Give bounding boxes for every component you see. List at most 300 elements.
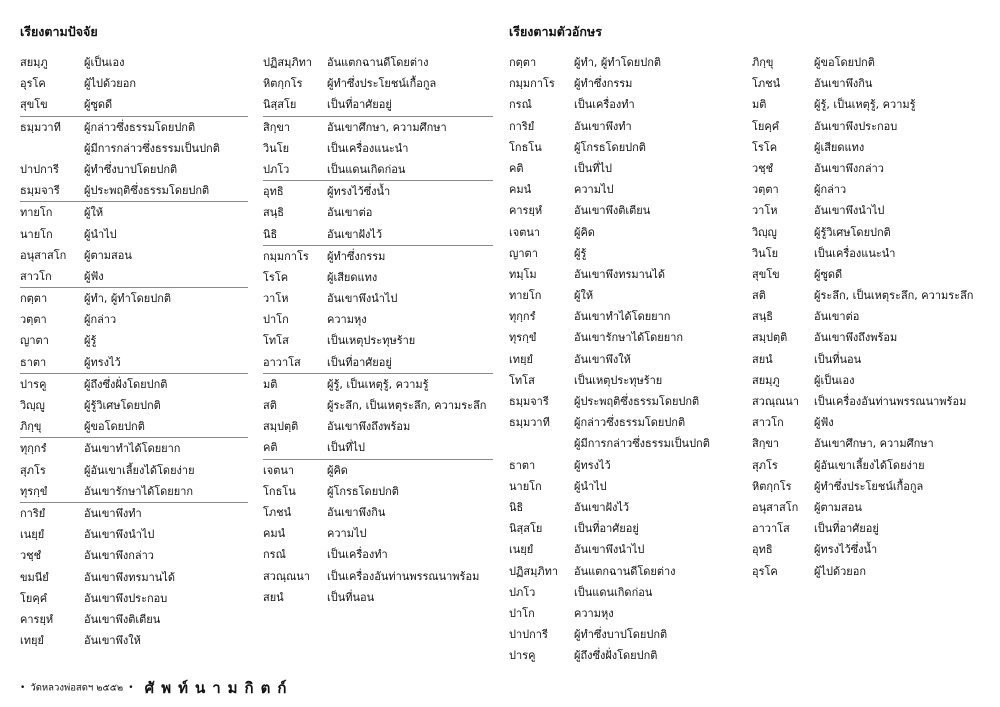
- pali-term: นิธิ: [509, 500, 524, 514]
- pali-term: วชฺชํ: [20, 549, 42, 563]
- pali-term: โทโส: [509, 373, 535, 387]
- thai-meaning: เป็นที่ไป: [574, 161, 613, 175]
- glossary-row: [509, 94, 739, 115]
- pali-term: เจตนา: [509, 225, 541, 239]
- glossary-row: [20, 287, 248, 309]
- pali-term: วตฺตา: [752, 183, 779, 197]
- thai-meaning: ผู้ระลึก, เป็นเหตุระลึก, ความระลึก: [327, 399, 487, 412]
- glossary-row: [752, 412, 987, 433]
- pali-term: ทุรกฺขํ: [20, 484, 48, 498]
- pali-term: กมฺมกาโร: [509, 77, 555, 91]
- bullet-icon: •: [128, 683, 134, 693]
- pali-term: สมฺปตฺติ: [752, 331, 788, 345]
- thai-meaning: เป็นเครื่องทำ: [574, 98, 635, 112]
- thai-meaning: ผู้ให้: [574, 289, 594, 303]
- footer-title: ศัพท์นามกิตก์: [144, 679, 294, 697]
- thai-meaning: อันเขาพึงทรมานได้: [84, 570, 175, 584]
- glossary-row: [509, 433, 739, 454]
- thai-meaning: ผู้ทรงไว้: [574, 458, 611, 472]
- glossary-row: [20, 138, 248, 159]
- pali-term: คติ: [263, 441, 278, 455]
- glossary-row: [509, 243, 739, 264]
- pali-term: นิสฺสโย: [509, 522, 543, 536]
- thai-meaning: ผู้รู้, เป็นเหตุรู้, ความรู้: [814, 98, 916, 112]
- thai-meaning: อันเขารักษาได้โดยยาก: [574, 331, 684, 345]
- pali-term: กมฺมกาโร: [263, 249, 309, 263]
- thai-meaning: อันเขาพึงนำไป: [84, 528, 155, 542]
- glossary-row: [752, 52, 987, 73]
- glossary-row: [752, 327, 987, 348]
- glossary-row: [752, 455, 987, 476]
- pali-term: อนุสาสโก: [752, 500, 799, 514]
- pali-term: กรณํ: [509, 98, 532, 112]
- glossary-row: [20, 545, 248, 566]
- glossary-row: [509, 137, 739, 158]
- pali-term: สนฺธิ: [752, 310, 773, 324]
- pali-term: ทายโก: [20, 206, 53, 220]
- pali-term: สยนํ: [263, 590, 284, 604]
- glossary-row: [752, 179, 987, 200]
- pali-term: ปฏิสมฺภิทา: [263, 56, 313, 69]
- thai-meaning: อันเขารักษาได้โดยยาก: [84, 484, 194, 498]
- glossary-row: [509, 349, 739, 370]
- glossary-row: [20, 395, 248, 416]
- pali-term: นิสฺสโย: [263, 98, 297, 112]
- thai-meaning: เป็นเหตุประทุษร้าย: [327, 334, 416, 348]
- thai-meaning: เป็นเครื่องอันท่านพรรณนาพร้อม: [814, 395, 967, 408]
- pali-term: กตฺตา: [20, 292, 48, 306]
- pali-term: ปภโว: [509, 585, 536, 599]
- thai-meaning: อันเขาพึงติเตียน: [574, 204, 651, 218]
- glossary-row: [20, 94, 248, 115]
- thai-meaning: ผู้ถึงซึ่งฝั่งโดยปกติ: [574, 649, 658, 663]
- pali-term: ธมฺมวาที: [20, 120, 61, 134]
- thai-meaning: ความหุง: [574, 606, 614, 620]
- pali-term: โรโค: [263, 270, 289, 284]
- pali-term: วิญฺญู: [752, 225, 777, 239]
- pali-term: อุทธิ: [263, 185, 284, 199]
- pali-term: ปารคู: [20, 377, 47, 391]
- glossary-row: [20, 373, 248, 395]
- glossary-row: [509, 412, 739, 433]
- thai-meaning: ผู้อันเขาเลี้ยงได้โดยง่าย: [84, 463, 195, 477]
- pali-term: โยคฺคํ: [752, 119, 780, 133]
- pali-term: ปฏิสมฺภิทา: [509, 564, 559, 578]
- thai-meaning: ผู้ไปด้วยอก: [84, 77, 136, 91]
- thai-meaning: ผู้รู้: [574, 246, 587, 260]
- pali-term: คติ: [509, 161, 524, 175]
- pali-term: โภชนํ: [263, 505, 292, 519]
- glossary-row: [509, 455, 739, 476]
- thai-meaning: ผู้เป็นเอง: [84, 56, 125, 69]
- pali-term: ปาปการี: [509, 628, 548, 642]
- thai-meaning: อันเขาพึงประกอบ: [84, 591, 168, 605]
- thai-meaning: ผู้นำไป: [574, 479, 607, 493]
- glossary-row: [20, 266, 248, 287]
- glossary-row: [752, 497, 987, 518]
- pali-term: สุภโร: [752, 458, 778, 472]
- thai-meaning: ผู้ระลึก, เป็นเหตุระลึก, ความระลึก: [814, 289, 974, 303]
- thai-meaning: ผู้ขอโดยปกติ: [814, 56, 875, 69]
- glossary-row: [752, 539, 987, 560]
- thai-meaning: ผู้โกรธโดยปกติ: [327, 484, 399, 498]
- pali-term: นายโก: [20, 227, 53, 241]
- thai-meaning: ผู้กล่าว: [84, 313, 117, 327]
- pali-term: ทุรกฺขํ: [509, 331, 537, 345]
- thai-meaning: ผู้รู้วิเศษโดยปกติ: [84, 399, 161, 412]
- thai-meaning: อันเขาพึงกิน: [814, 77, 873, 91]
- glossary-row: [752, 306, 987, 327]
- factor-list-left: [20, 52, 248, 651]
- glossary-row: [263, 395, 493, 416]
- alphabetical-list-left: [509, 52, 739, 666]
- pali-term: วินโย: [752, 246, 779, 260]
- pali-term: โภชนํ: [752, 77, 781, 91]
- glossary-row: [752, 200, 987, 221]
- glossary-row: [509, 264, 739, 285]
- glossary-row: [752, 518, 987, 539]
- pali-term: อนุสาสโก: [20, 248, 67, 262]
- thai-meaning: ผู้ทำซึ่งบาปโดยปกติ: [84, 162, 178, 176]
- thai-meaning: ผู้ทำซึ่งบาปโดยปกติ: [574, 628, 668, 642]
- thai-meaning: อันเขาพึงกล่าว: [814, 161, 884, 175]
- glossary-row: [20, 460, 248, 481]
- thai-meaning: อันเขาต่อ: [327, 206, 373, 220]
- glossary-row: [263, 94, 493, 115]
- footer-publisher: วัดหลวงพ่อสดฯ ๒๕๕๒: [30, 682, 124, 694]
- pali-term: การิยํ: [509, 119, 535, 133]
- glossary-row: [20, 201, 248, 223]
- thai-meaning: ผู้คิด: [574, 225, 595, 239]
- thai-meaning: ผู้ซูดดี: [84, 98, 113, 112]
- glossary-row: [20, 52, 248, 73]
- glossary-row: [752, 94, 987, 115]
- pali-term: ทุกฺกรํ: [509, 310, 536, 324]
- glossary-row: [20, 609, 248, 630]
- pali-term: สนฺธิ: [263, 206, 284, 220]
- glossary-row: [752, 73, 987, 94]
- pali-term: ธมฺมวาที: [509, 416, 550, 430]
- thai-meaning: เป็นเครื่องแนะนำ: [327, 141, 409, 155]
- pali-term: ปาโก: [263, 313, 289, 327]
- pali-term: ธาตา: [20, 355, 47, 369]
- thai-meaning: ผู้ไปด้วยอก: [814, 564, 866, 578]
- pali-term: ทายโก: [509, 289, 542, 303]
- pali-term: โยคฺคํ: [20, 591, 48, 605]
- glossary-row: [509, 116, 739, 137]
- glossary-row: [263, 502, 493, 523]
- thai-meaning: ผู้ทำ, ผู้ทำโดยปกติ: [84, 292, 172, 306]
- pali-term: โกธโน: [263, 484, 296, 498]
- pali-term: เทยฺยํ: [20, 634, 44, 648]
- glossary-row: [263, 180, 493, 202]
- pali-term: ปารคู: [509, 649, 536, 663]
- thai-meaning: อันเขาพึงให้: [84, 634, 141, 648]
- pali-term: ภิกฺขุ: [752, 56, 774, 69]
- thai-meaning: ผู้ทำซึ่งประโยชน์เกื้อกูล: [327, 77, 437, 91]
- pali-term: เนยฺยํ: [509, 543, 534, 557]
- pali-term: อุทธิ: [752, 543, 773, 557]
- thai-meaning: ผู้ประพฤติซึ่งธรรมโดยปกติ: [84, 184, 210, 198]
- thai-meaning: เป็นที่ไป: [327, 441, 366, 455]
- thai-meaning: อันเขาพึงถึงพร้อม: [327, 420, 411, 434]
- pali-term: โรโค: [752, 140, 778, 154]
- bullet-icon: •: [20, 683, 26, 693]
- glossary-row: [752, 264, 987, 285]
- pali-term: ทุกฺกรํ: [20, 442, 47, 456]
- pali-term: วชฺชํ: [752, 161, 774, 175]
- thai-meaning: ผู้เป็นเอง: [814, 373, 855, 387]
- thai-meaning: ผู้ประพฤติซึ่งธรรมโดยปกติ: [574, 395, 700, 408]
- glossary-row: [509, 222, 739, 243]
- pali-term: สุภโร: [20, 463, 46, 477]
- glossary-row: [20, 159, 248, 180]
- pali-term: ปาโก: [509, 606, 535, 620]
- glossary-row: [509, 539, 739, 560]
- pali-term: ทมฺโม: [509, 267, 537, 281]
- thai-meaning: อันเขาพึงให้: [574, 352, 631, 366]
- pali-term: โทโส: [263, 334, 289, 348]
- glossary-row: [509, 391, 739, 412]
- thai-meaning: อันเขาฝังไว้: [327, 227, 383, 241]
- pali-term: สิกฺขา: [263, 120, 291, 134]
- heading-by-letter: เรียงตามตัวอักษร: [509, 24, 602, 39]
- thai-meaning: ผู้นำไป: [84, 227, 117, 241]
- glossary-row: [509, 52, 739, 73]
- thai-meaning: ผู้คิด: [327, 463, 348, 477]
- glossary-row: [509, 561, 739, 582]
- thai-meaning: เป็นเครื่องทำ: [327, 548, 388, 562]
- pali-term: การิยํ: [20, 506, 46, 520]
- glossary-row: [509, 624, 739, 645]
- glossary-row: [20, 180, 248, 201]
- glossary-row: [20, 330, 248, 351]
- pali-term: สาวโก: [20, 269, 52, 283]
- pali-term: วิญฺญู: [20, 399, 45, 412]
- thai-meaning: อันเขาพึงถึงพร้อม: [814, 331, 898, 345]
- glossary-row: [263, 309, 493, 330]
- glossary-row: [263, 288, 493, 309]
- heading-by-factor: เรียงตามปัจจัย: [20, 24, 98, 39]
- thai-meaning: อันเขาพึงทรมานได้: [574, 267, 665, 281]
- thai-meaning: ผู้กล่าวซึ่งธรรมโดยปกติ: [574, 416, 686, 430]
- glossary-row: [752, 116, 987, 137]
- thai-meaning: เป็นที่นอน: [814, 352, 862, 366]
- pali-term: วาโห: [263, 292, 289, 306]
- thai-meaning: ผู้รู้: [84, 334, 97, 348]
- glossary-row: [20, 481, 248, 502]
- thai-meaning: อันเขาทำได้โดยยาก: [84, 442, 181, 456]
- glossary-row: [263, 138, 493, 159]
- thai-meaning: อันเขาพึงทำ: [574, 119, 632, 133]
- glossary-row: [20, 567, 248, 588]
- thai-meaning: ผู้ทำซึ่งประโยชน์เกื้อกูล: [814, 479, 924, 493]
- thai-meaning: อันแตกฉานดีโดยต่าง: [574, 564, 676, 578]
- pali-term: สติ: [752, 289, 766, 303]
- thai-meaning: อันเขาพึงทำ: [84, 506, 142, 520]
- pali-term: สมฺปตฺติ: [263, 420, 299, 434]
- thai-meaning: อันแตกฉานดีโดยต่าง: [327, 56, 429, 69]
- thai-meaning: ผู้ทรงไว้: [84, 355, 121, 369]
- thai-meaning: เป็นแดนเกิดก่อน: [574, 585, 653, 599]
- pali-term: โกธโน: [509, 140, 542, 154]
- thai-meaning: ผู้ทรงไว้ซึ่งน้ำ: [327, 185, 391, 199]
- glossary-row: [509, 518, 739, 539]
- glossary-row: [752, 158, 987, 179]
- pali-term: สาวโก: [752, 416, 784, 430]
- glossary-row: [752, 476, 987, 497]
- thai-meaning: ผู้โกรธโดยปกติ: [574, 140, 646, 154]
- glossary-row: [20, 502, 248, 524]
- pali-term: คมนํ: [509, 183, 532, 197]
- glossary-row: [20, 524, 248, 545]
- glossary-row: [509, 497, 739, 518]
- pali-term: สิกฺขา: [752, 437, 780, 451]
- glossary-row: [263, 373, 493, 395]
- thai-meaning: ผู้กล่าว: [814, 183, 847, 197]
- glossary-row: [263, 202, 493, 223]
- pali-term: วินโย: [263, 141, 290, 155]
- pali-term: ธมฺมจารี: [509, 395, 549, 408]
- thai-meaning: เป็นที่อาศัยอยู่: [814, 522, 879, 536]
- thai-meaning: ผู้ทำซึ่งกรรม: [327, 249, 386, 263]
- thai-meaning: ความไป: [327, 527, 367, 541]
- glossary-row: [509, 370, 739, 391]
- thai-meaning: ผู้ตามสอน: [814, 500, 862, 514]
- pali-term: ธาตา: [509, 458, 536, 472]
- glossary-row: [20, 116, 248, 138]
- pali-term: กตฺตา: [509, 56, 537, 69]
- thai-meaning: ผู้มีการกล่าวซึ่งธรรมเป็นปกติ: [84, 141, 220, 155]
- glossary-row: [263, 224, 493, 245]
- thai-meaning: อันเขาฝังไว้: [574, 500, 630, 514]
- thai-meaning: ผู้ซูดดี: [814, 267, 843, 281]
- pali-term: คารยฺหํ: [509, 204, 543, 218]
- thai-meaning: อันเขาพึงนำไป: [814, 204, 885, 218]
- thai-meaning: ผู้ทำซึ่งกรรม: [574, 77, 633, 91]
- pali-term: คมนํ: [263, 527, 286, 541]
- pali-term: อุรโค: [752, 564, 778, 578]
- glossary-row: [509, 285, 739, 306]
- glossary-row: [509, 476, 739, 497]
- glossary-row: [20, 309, 248, 330]
- thai-meaning: ผู้ถึงซึ่งฝั่งโดยปกติ: [84, 377, 168, 391]
- thai-meaning: ผู้รู้, เป็นเหตุรู้, ความรู้: [327, 377, 429, 391]
- glossary-row: [263, 481, 493, 502]
- pali-term: เจตนา: [263, 463, 295, 477]
- thai-meaning: ผู้อันเขาเลี้ยงได้โดยง่าย: [814, 458, 925, 472]
- thai-meaning: อันเขาทำได้โดยยาก: [574, 310, 671, 324]
- pali-term: สวณฺณนา: [752, 395, 799, 408]
- glossary-row: [509, 179, 739, 200]
- pali-term: วตฺตา: [20, 313, 47, 327]
- thai-meaning: เป็นที่อาศัยอยู่: [327, 98, 392, 112]
- pali-term: อาวาโส: [263, 355, 301, 369]
- glossary-row: [752, 222, 987, 243]
- thai-meaning: ผู้ฟัง: [814, 416, 834, 430]
- thai-meaning: เป็นเครื่องอันท่านพรรณนาพร้อม: [327, 569, 480, 583]
- glossary-row: [20, 437, 248, 459]
- pali-term: กรณํ: [263, 548, 286, 562]
- thai-meaning: เป็นเครื่องแนะนำ: [814, 246, 896, 260]
- pali-term: ขมนียํ: [20, 570, 49, 584]
- glossary-row: [752, 349, 987, 370]
- pali-term: สวณฺณนา: [263, 569, 310, 583]
- glossary-row: [263, 267, 493, 288]
- glossary-row: [263, 437, 493, 458]
- glossary-row: [263, 544, 493, 565]
- thai-meaning: อันเขาพึงประกอบ: [814, 119, 898, 133]
- factor-list-right: [263, 52, 493, 608]
- thai-meaning: ผู้ให้: [84, 206, 104, 220]
- pali-term: ปาปการี: [20, 162, 59, 176]
- thai-meaning: ความไป: [574, 183, 614, 197]
- thai-meaning: อันเขาศึกษา, ความศึกษา: [327, 120, 447, 134]
- glossary-row: [263, 459, 493, 481]
- glossary-row: [263, 52, 493, 73]
- glossary-row: [263, 523, 493, 544]
- pali-term: คารยฺหํ: [20, 612, 54, 626]
- pali-term: มติ: [263, 377, 278, 391]
- glossary-row: [752, 285, 987, 306]
- thai-meaning: ความหุง: [327, 313, 367, 327]
- thai-meaning: ผู้ฟัง: [84, 269, 104, 283]
- thai-meaning: ผู้ตามสอน: [84, 248, 132, 262]
- glossary-row: [263, 159, 493, 180]
- glossary-row: [509, 73, 739, 94]
- glossary-row: [263, 330, 493, 351]
- page-footer: [20, 676, 293, 700]
- glossary-row: [509, 645, 739, 666]
- glossary-row: [20, 224, 248, 245]
- thai-meaning: อันเขาต่อ: [814, 310, 860, 324]
- pali-term: สุขโข: [20, 98, 48, 112]
- thai-meaning: เป็นที่อาศัยอยู่: [327, 355, 392, 369]
- pali-term: สยนํ: [752, 352, 773, 366]
- thai-meaning: อันเขาพึงกล่าว: [84, 549, 154, 563]
- glossary-row: [20, 245, 248, 266]
- thai-meaning: ผู้มีการกล่าวซึ่งธรรมเป็นปกติ: [574, 437, 710, 451]
- glossary-row: [263, 116, 493, 138]
- glossary-row: [20, 352, 248, 373]
- thai-meaning: อันเขาพึงนำไป: [574, 543, 645, 557]
- thai-meaning: อันเขาศึกษา, ความศึกษา: [814, 437, 934, 451]
- glossary-row: [263, 73, 493, 94]
- glossary-row: [752, 433, 987, 454]
- glossary-row: [20, 588, 248, 609]
- thai-meaning: ผู้ทำ, ผู้ทำโดยปกติ: [574, 56, 662, 69]
- pali-term: สยมฺภู: [20, 56, 48, 69]
- glossary-row: [509, 582, 739, 603]
- glossary-row: [20, 416, 248, 437]
- glossary-row: [752, 391, 987, 412]
- glossary-row: [752, 243, 987, 264]
- glossary-row: [752, 137, 987, 158]
- glossary-row: [20, 73, 248, 94]
- thai-meaning: ผู้รู้วิเศษโดยปกติ: [814, 225, 891, 239]
- glossary-row: [263, 587, 493, 608]
- thai-meaning: อันเขาพึงกิน: [327, 505, 386, 519]
- pali-term: ภิกฺขุ: [20, 420, 42, 434]
- glossary-row: [752, 561, 987, 582]
- pali-term: หิตกฺกโร: [263, 77, 303, 91]
- thai-meaning: ผู้เสียดแทง: [327, 270, 378, 284]
- glossary-row: [263, 566, 493, 587]
- glossary-row: [20, 630, 248, 651]
- glossary-row: [752, 370, 987, 391]
- thai-meaning: ผู้ขอโดยปกติ: [84, 420, 145, 434]
- thai-meaning: อันเขาพึงนำไป: [327, 292, 398, 306]
